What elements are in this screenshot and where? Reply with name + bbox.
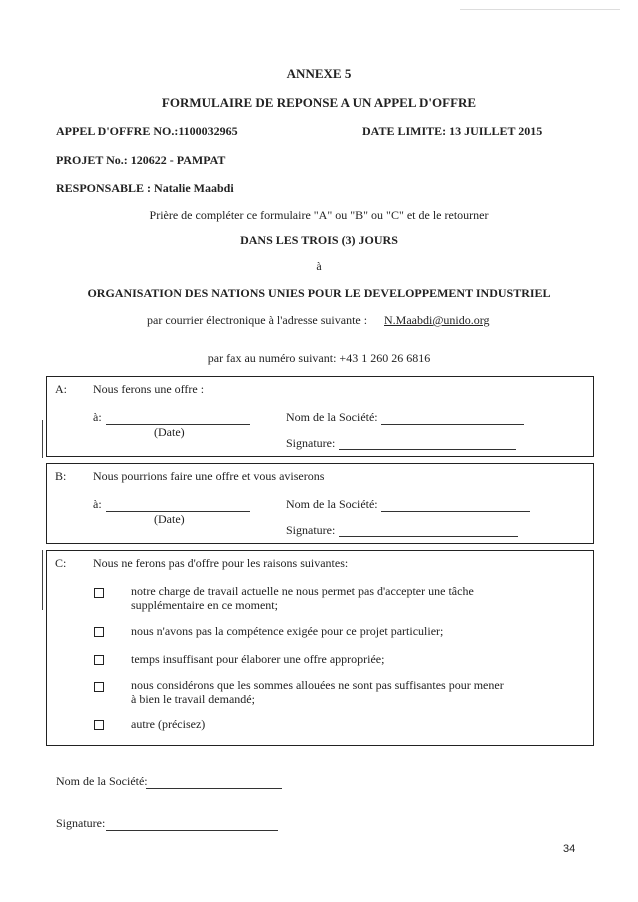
deadline: DATE LIMITE: 13 JUILLET 2015 [362, 124, 543, 138]
annex-title: ANNEXE 5 [286, 66, 352, 81]
section-a-text: Nous ferons une offre : [93, 382, 205, 396]
deadline-instruction: DANS LES TROIS (3) JOURS [240, 233, 398, 247]
section-b-company-field[interactable] [381, 511, 530, 512]
email-instruction: par courrier électronique à l'adresse suivante : [147, 313, 368, 327]
section-b-text: Nous pourrions faire une offre et vous aviserons [93, 469, 325, 483]
fax-instruction: par fax au numéro suivant: +43 1 260 26 6816 [207, 351, 431, 365]
section-a-date-caption: (Date) [154, 425, 185, 439]
section-b-company-label: Nom de la Société: [286, 497, 378, 511]
instruction-line: Prière de compléter ce formulaire "A" ou "B" ou "C" et de le retourner [149, 208, 489, 222]
footer-company-label: Nom de la Société: [56, 774, 148, 788]
form-title: FORMULAIRE DE REPONSE A UN APPEL D'OFFRE [161, 95, 477, 110]
reason-funding-checkbox[interactable] [94, 682, 104, 692]
reason-time-text: temps insuffisant pour élaborer une offre appropriée; [131, 652, 385, 666]
section-b-signature-label: Signature: [286, 523, 336, 537]
section-a-signature-field[interactable] [339, 449, 516, 450]
footer-signature-field[interactable] [106, 830, 278, 831]
section-a-company-field[interactable] [381, 424, 524, 425]
responsible: RESPONSABLE : Natalie Maabdi [56, 181, 234, 195]
section-a-signature-label: Signature: [286, 436, 336, 450]
section-b-label: B: [55, 469, 67, 483]
section-a-company-label: Nom de la Société: [286, 410, 378, 424]
reason-workload-text-cont: supplémentaire en ce moment; [131, 598, 278, 612]
reason-workload-text: notre charge de travail actuelle ne nous permet pas d'accepter une tâche [131, 584, 474, 598]
reason-other-text: autre (précisez) [131, 717, 206, 731]
margin-mark [42, 550, 43, 610]
page-number: 34 [563, 843, 576, 855]
footer-company-field[interactable] [146, 788, 282, 789]
reason-time-checkbox[interactable] [94, 655, 104, 665]
top-edge-line [460, 9, 620, 10]
organization-name: ORGANISATION DES NATIONS UNIES POUR LE DEVELOPPEMENT INDUSTRIEL [87, 286, 551, 300]
reason-funding-text-cont: à bien le travail demandé; [131, 692, 255, 706]
section-a-at-label: à: [93, 410, 102, 424]
email-link[interactable]: N.Maabdi@unido.org [384, 313, 490, 327]
section-b-at-label: à: [93, 497, 102, 511]
instruction-a: à [316, 259, 322, 273]
project-number: PROJET No.: 120622 - PAMPAT [56, 153, 226, 167]
margin-mark [42, 420, 43, 458]
reason-other-checkbox[interactable] [94, 720, 104, 730]
section-b-date-caption: (Date) [154, 512, 185, 526]
tender-number: APPEL D'OFFRE NO.:1100032965 [56, 124, 238, 138]
reason-workload-checkbox[interactable] [94, 588, 104, 598]
section-c-label: C: [55, 556, 67, 570]
footer-signature-label: Signature: [56, 816, 106, 830]
section-c-box [46, 550, 594, 746]
reason-funding-text: nous considérons que les sommes allouées ne sont pas suffisantes pour mener [131, 678, 504, 692]
section-c-text: Nous ne ferons pas d'offre pour les raisons suivantes: [93, 556, 349, 570]
section-b-signature-field[interactable] [339, 536, 518, 537]
section-a-label: A: [55, 382, 67, 396]
reason-competence-text: nous n'avons pas la compétence exigée pour ce projet particulier; [131, 624, 444, 638]
reason-competence-checkbox[interactable] [94, 627, 104, 637]
